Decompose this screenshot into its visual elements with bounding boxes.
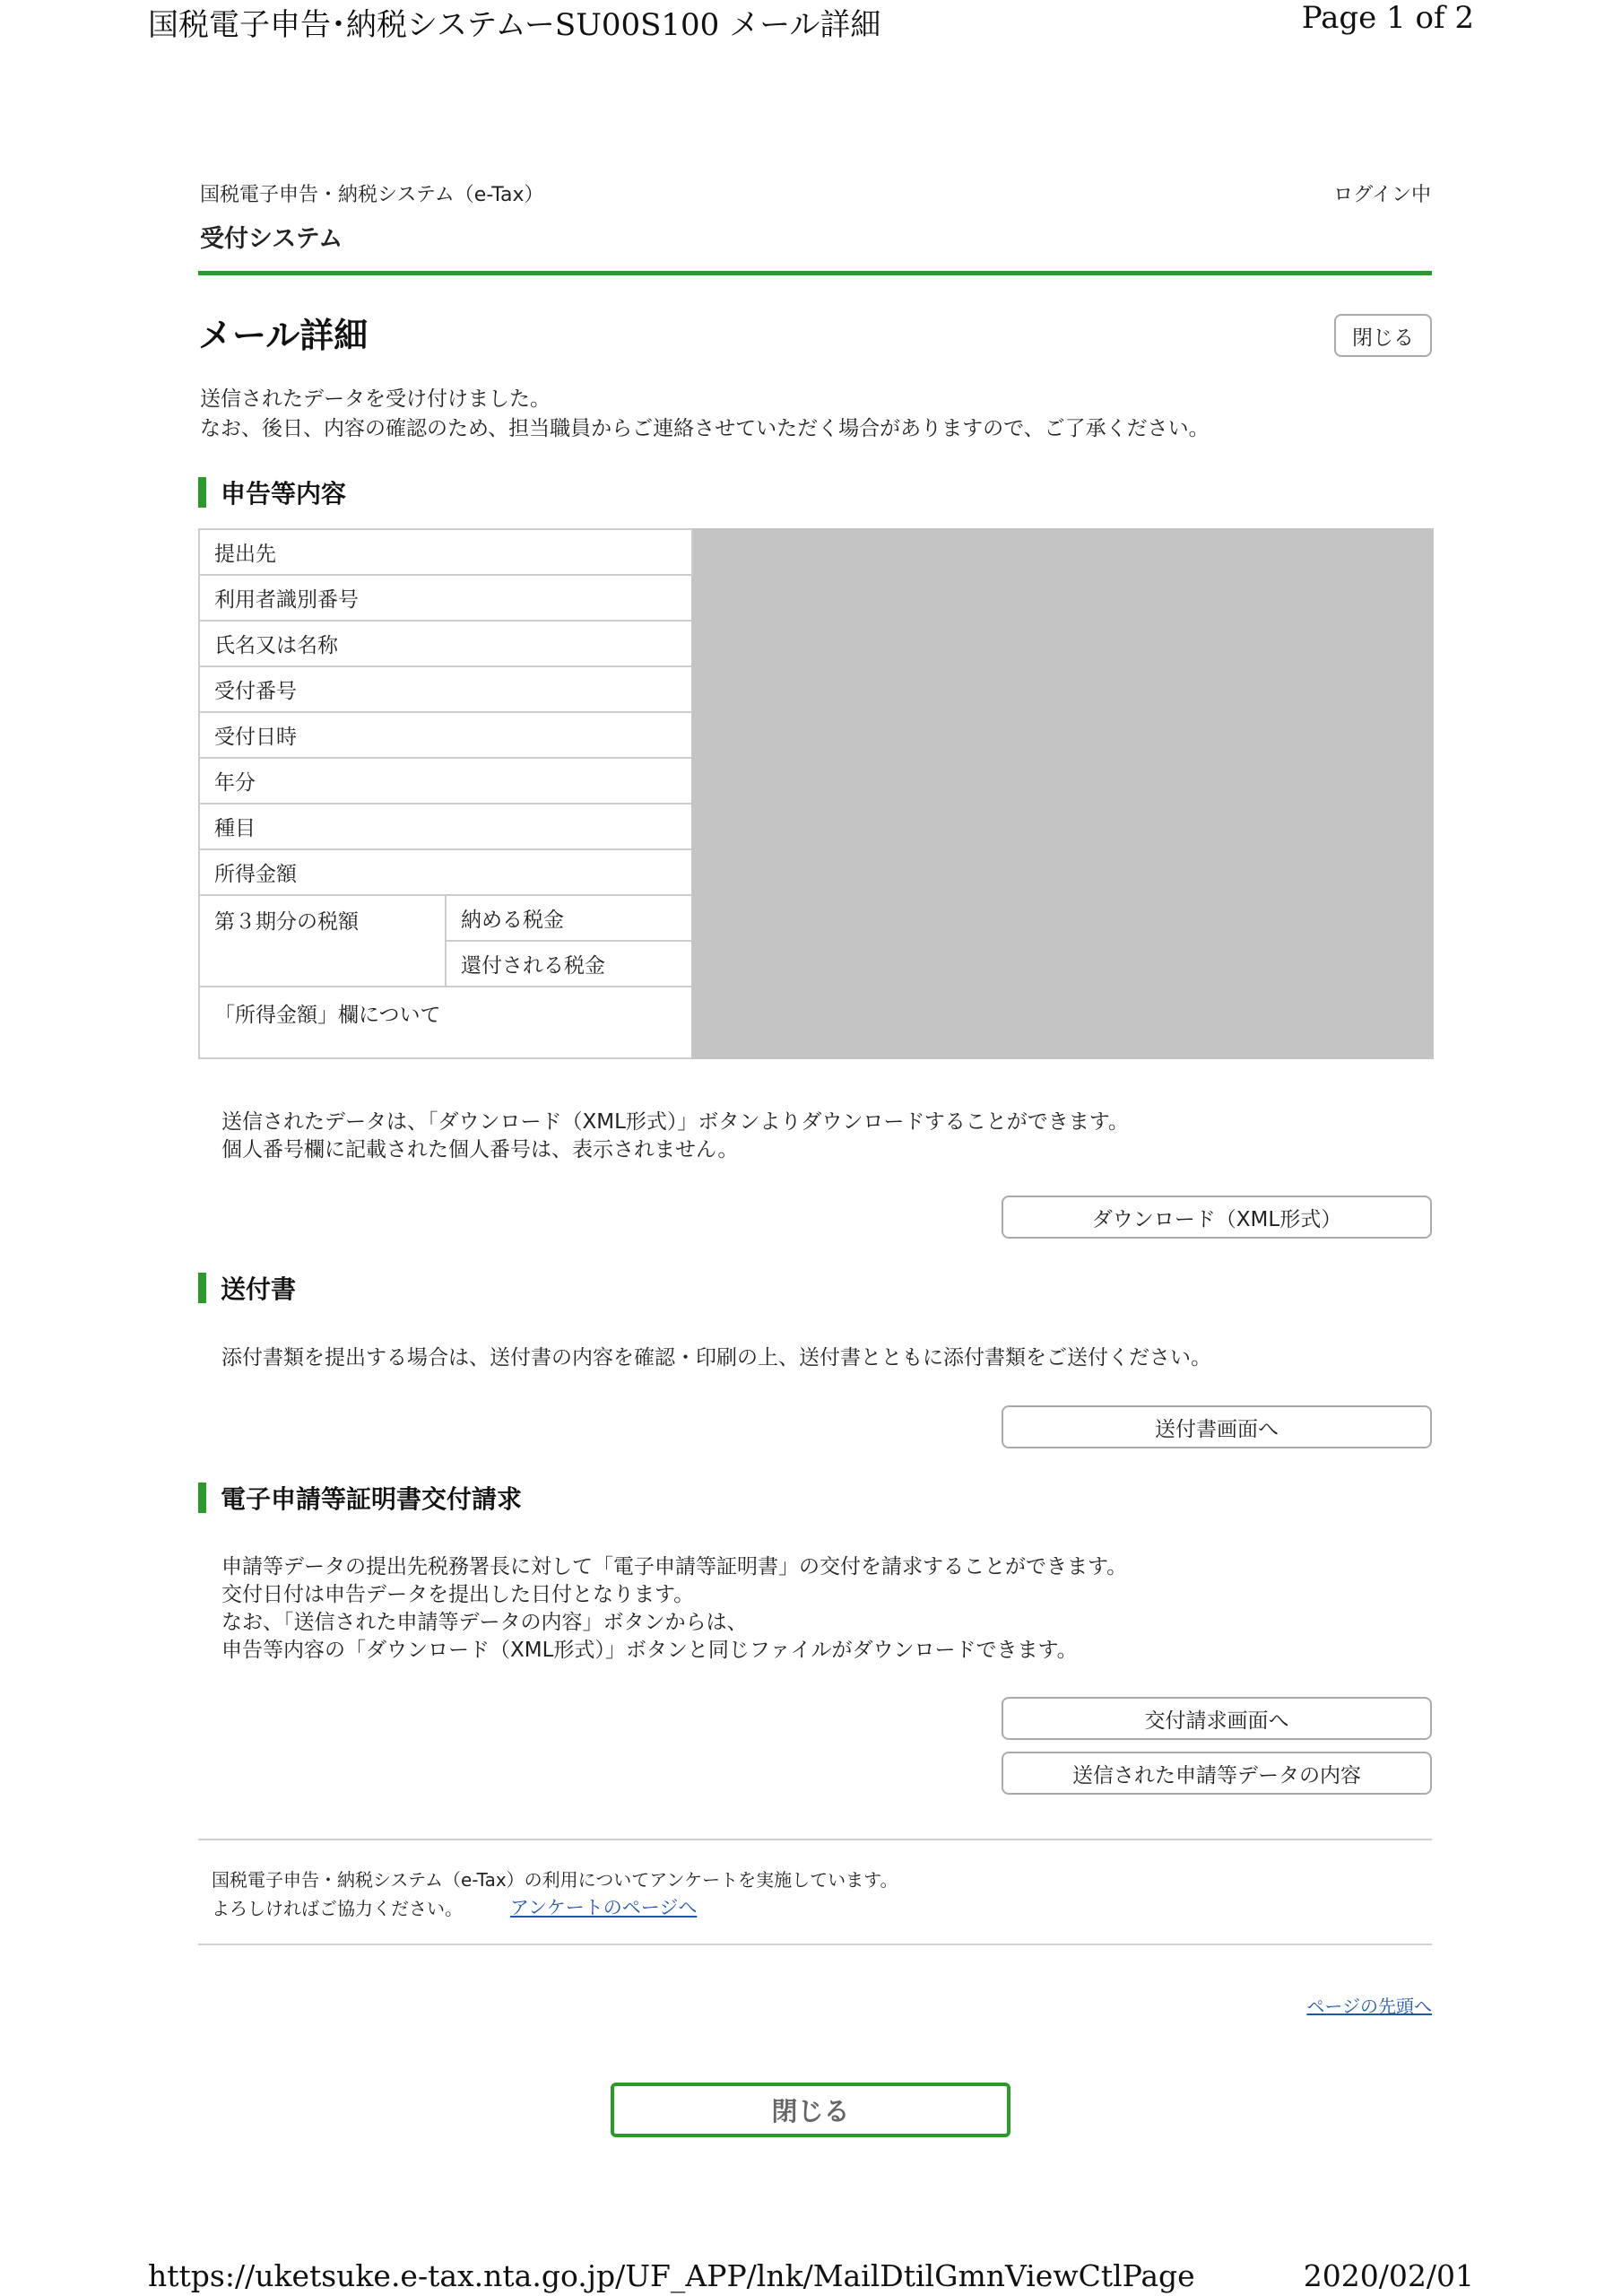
row-label-submission: 提出先 (199, 529, 692, 575)
print-url: https://uketsuke.e-tax.nta.go.jp/UF_APP/lnk/MailDtilGmnViewCtlPage (148, 2258, 1195, 2293)
certificate-text-2: 交付日付は申告データを提出した日付となります。 (221, 1583, 695, 1606)
survey-text-2: よろしければご協力ください。 (212, 1898, 463, 1919)
intro-line-2: なお、後日、内容の確認のため、担当職員からご連絡させていただく場合がありますので、ご了承ください。 (200, 417, 1210, 440)
close-button[interactable]: 閉じる (1334, 314, 1432, 357)
declaration-table (198, 528, 1434, 1059)
row-label-name: 氏名又は名称 (199, 621, 692, 666)
close-button-bottom[interactable]: 閉じる (611, 2083, 1010, 2137)
section-heading-cover-letter: 送付書 (198, 1270, 296, 1306)
heading-bar (198, 1483, 206, 1513)
submitted-data-button[interactable]: 送信された申請等データの内容 (1002, 1752, 1432, 1795)
print-page-number: Page 1 of 2 (1301, 0, 1474, 36)
cover-letter-text: 添付書類を提出する場合は、送付書の内容を確認・印刷の上、送付書とともに添付書類をご送付ください。 (221, 1346, 1211, 1370)
survey-link[interactable]: アンケートのページへ (510, 1897, 698, 1918)
certificate-text-4: 申告等内容の「ダウンロード（XML形式）」ボタンと同じファイルがダウンロードできます。 (221, 1639, 1078, 1662)
download-note-2: 個人番号欄に記載された個人番号は、表示されません。 (221, 1138, 739, 1161)
survey-divider-bottom (198, 1944, 1432, 1945)
header-divider (198, 271, 1432, 275)
certificate-text-3: なお、「送信された申請等データの内容」ボタンからは、 (221, 1611, 748, 1634)
heading-bar (198, 1273, 206, 1303)
masked-values (692, 529, 1433, 1058)
section-heading-declaration: 申告等内容 (198, 474, 346, 510)
system-name: 国税電子申告・納税システム（e-Tax） (200, 184, 544, 206)
heading-bar (198, 477, 206, 508)
row-label-income-note: 「所得金額」欄について (199, 987, 692, 1058)
section-heading-certificate: 電子申請等証明書交付請求 (198, 1480, 522, 1516)
download-note-1: 送信されたデータは、「ダウンロード（XML形式）」ボタンよりダウンロードすることができます。 (221, 1110, 1129, 1134)
page-title: メール詳細 (198, 316, 369, 355)
row-label-user-id: 利用者識別番号 (199, 575, 692, 621)
login-status: ログイン中 (1333, 184, 1431, 206)
row-label-tax: 第３期分の税額 (199, 895, 446, 987)
certificate-text-1: 申請等データの提出先税務署長に対して「電子申請等証明書」の交付を請求することができます。 (221, 1555, 1128, 1578)
page-top-link[interactable]: ページの先頭へ (1306, 1996, 1432, 2017)
row-label-receipt-number: 受付番号 (199, 666, 692, 712)
download-xml-button[interactable]: ダウンロード（XML形式） (1002, 1196, 1432, 1239)
certificate-request-button[interactable]: 交付請求画面へ (1002, 1697, 1432, 1740)
cover-letter-button[interactable]: 送付書画面へ (1002, 1405, 1432, 1448)
print-title: 国税電子申告･納税システムーSU00S100 メール詳細 (148, 7, 881, 43)
survey-divider-top (198, 1839, 1432, 1840)
intro-line-1: 送信されたデータを受け付けました。 (200, 387, 551, 411)
table-row (199, 529, 1433, 575)
subsystem-name: 受付システム (200, 225, 343, 253)
row-label-receipt-datetime: 受付日時 (199, 712, 692, 758)
row-label-category: 種目 (199, 804, 692, 849)
row-label-tax-refund: 還付される税金 (446, 941, 692, 987)
row-label-year: 年分 (199, 758, 692, 804)
row-label-income: 所得金額 (199, 849, 692, 895)
print-date: 2020/02/01 (1303, 2258, 1474, 2293)
survey-text-1: 国税電子申告・納税システム（e-Tax）の利用についてアンケートを実施しています。 (212, 1869, 898, 1891)
row-label-tax-pay: 納める税金 (446, 895, 692, 941)
